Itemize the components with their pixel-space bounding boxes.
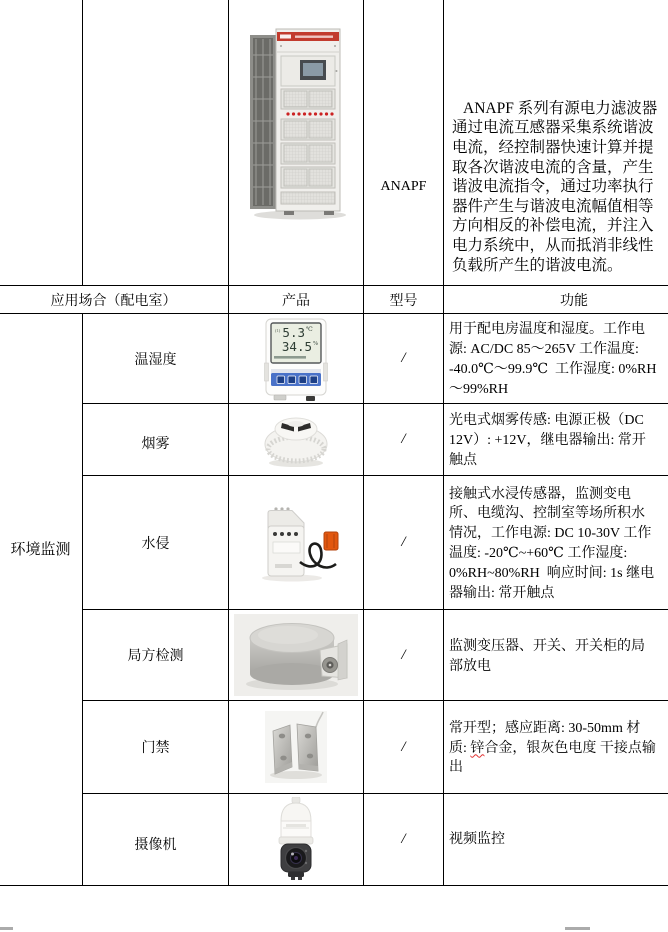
temp-humidity-product-cell (229, 314, 364, 404)
filter-function-cell (444, 0, 668, 286)
row-function: 接触式水浸传感器，监测变电所、电缆沟、控制室等场所积水情况，工作电源: DC 10-30V 工作温度: -20℃~+60℃ 工作湿度: 0%RH~80%RH 响应时间: 1s 继电器输出: 常开触点 (449, 486, 655, 601)
row-temp-humidity (0, 314, 668, 404)
water-product-cell (229, 476, 364, 610)
filter-description: ANAPF 系列有源电力滤波器通过电流互感器采集系统谐波电流，经控制器快速计算并提取各次谐波电流的含量，产生谐波电流指令，通过功率执行器件产生与谐波电流幅值相等方向相反的补偿电流，并注入电力系统中，从而抵消非线性负载所产生的谐波电流。 (452, 99, 658, 274)
empty-cell-1 (0, 0, 83, 286)
row-name: 烟雾 (83, 404, 229, 476)
door-contact-image (265, 711, 327, 783)
header-function: 功能 (444, 286, 668, 314)
page-bottom-artifact-left (0, 927, 13, 930)
camera-product-cell (229, 794, 364, 886)
row-name: 局方检测 (83, 610, 229, 701)
sensor-orange-connector (324, 532, 338, 550)
row-partial-discharge (0, 610, 668, 701)
row-model: / (364, 314, 444, 404)
partial-discharge-sensor-image (234, 614, 358, 696)
row-model: / (364, 476, 444, 610)
row-function: 用于配电房温度和湿度。工作电源: AC/DC 85～265V 工作温度: -40.0℃～99.9℃ 工作湿度: 0%RH～99%RH (449, 322, 657, 397)
lcd-humidity-value: 34.5 (281, 338, 312, 354)
header-product: 产品 (229, 286, 364, 314)
row-function (444, 716, 668, 778)
pd-product-cell (229, 610, 364, 701)
filter-row (0, 0, 668, 286)
header-row (0, 286, 668, 314)
row-camera (0, 794, 668, 886)
water-sensor-image (248, 502, 344, 584)
row-function-cell (444, 701, 668, 794)
group-label: 环境监测 (10, 542, 71, 558)
power-filter-cabinet-image (244, 25, 348, 221)
row-function: 监测变压器、开关、开关柜的局部放电 (449, 638, 645, 674)
row-name: 门禁 (83, 701, 229, 794)
filter-product-cell (229, 0, 364, 286)
row-name: 摄像机 (83, 794, 229, 886)
lcd-temp-unit: ℃ (306, 326, 313, 333)
page-bottom-artifact-right (565, 927, 590, 930)
function-misspelled-word: 锌 (470, 740, 485, 756)
lcd-temp-value: 5.3 (282, 324, 305, 340)
filter-model-cell (364, 0, 444, 286)
smoke-product-cell (229, 404, 364, 476)
lcd-humidity-unit: % (313, 340, 318, 347)
function-text-suffix: 合金，银灰色电度 干接点输出 (449, 740, 656, 776)
header-model: 型号 (364, 286, 444, 314)
ptz-camera-image (274, 797, 318, 883)
header-application: 应用场合（配电室） (0, 286, 229, 314)
cabinet-indicator-lights (286, 112, 333, 115)
row-function: 光电式烟雾传感: 电源正极（DC 12V）: +12V，继电器输出: 常开触点 (449, 413, 648, 468)
group-cell-environment (0, 314, 83, 886)
row-function-cell (444, 610, 668, 701)
function-text-prefix: 常开型；感应距离: 30-50mm 材质: (449, 720, 641, 756)
row-function-cell (444, 314, 668, 404)
row-model: / (364, 701, 444, 794)
door-product-cell (229, 701, 364, 794)
lcd-small-mark: (1) (275, 327, 281, 333)
row-model: / (364, 610, 444, 701)
row-access-control (0, 701, 668, 794)
row-water-intrusion (0, 476, 668, 610)
smoke-detector-image (261, 411, 331, 469)
row-function-cell (444, 476, 668, 610)
row-model: / (364, 794, 444, 886)
row-function: 视频监控 (449, 831, 505, 847)
row-smoke (0, 404, 668, 476)
row-model: / (364, 404, 444, 476)
filter-model-label: ANAPF (380, 179, 427, 194)
row-function-cell (444, 794, 668, 886)
temp-humidity-sensor-image (264, 317, 328, 401)
row-name: 水侵 (83, 476, 229, 610)
row-name: 温湿度 (83, 314, 229, 404)
empty-cell-2 (83, 0, 229, 286)
row-function-cell (444, 404, 668, 476)
